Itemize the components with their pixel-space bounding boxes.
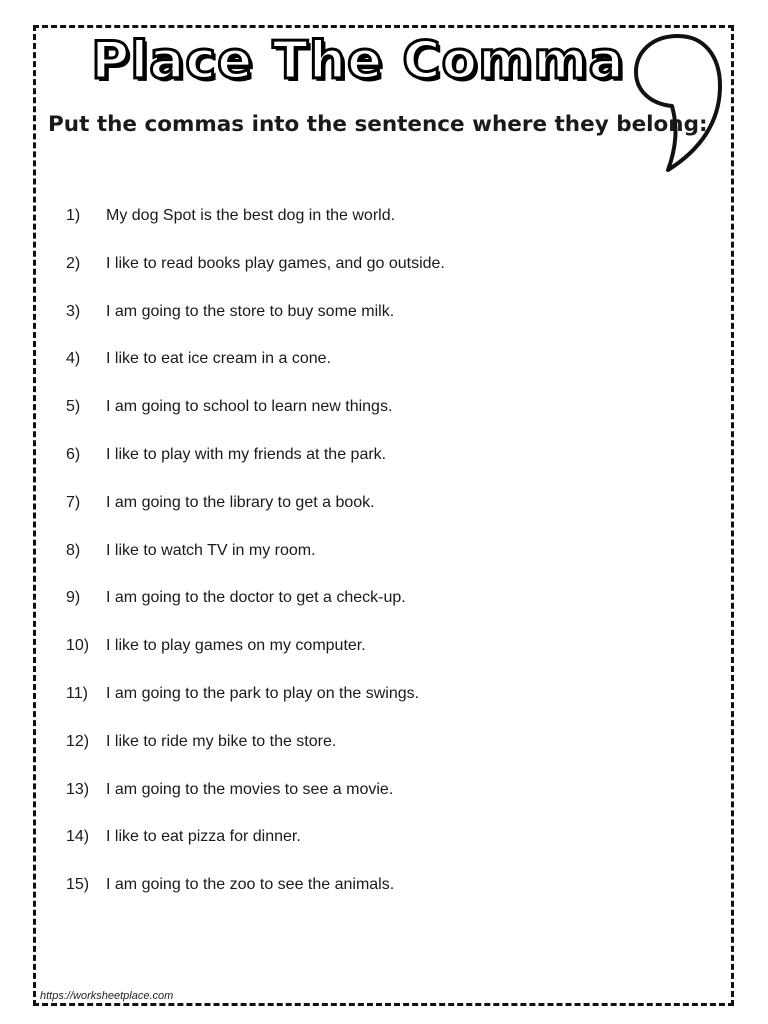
list-item: [66, 873, 445, 921]
list-item: [66, 252, 445, 300]
item-number: 8): [66, 541, 81, 559]
list-item: [66, 730, 445, 778]
list-item: [66, 443, 445, 491]
item-sentence: I am going to school to learn new things.: [106, 398, 393, 416]
item-number: 15): [66, 876, 90, 894]
item-number: 11): [66, 684, 88, 702]
item-number: 2): [66, 254, 81, 272]
list-item: [66, 395, 445, 443]
list-item: [66, 539, 445, 587]
item-number: 10): [66, 637, 90, 655]
item-sentence: My dog Spot is the best dog in the world.: [106, 207, 396, 224]
instructions: Put the commas into the sentence where they belong:: [48, 112, 708, 137]
item-sentence: I like to read books play games, and go outside.: [106, 254, 445, 272]
item-number: 12): [66, 732, 90, 750]
item-number: 3): [66, 302, 81, 320]
list-item: [66, 825, 445, 873]
list-item: [66, 586, 445, 634]
item-sentence: I am going to the library to get a book.: [106, 493, 375, 511]
list-item: [66, 634, 445, 682]
item-number: 7): [66, 493, 81, 511]
item-number: 14): [66, 828, 90, 846]
page-title: Place The Comma: [91, 31, 625, 91]
sentence-list: [66, 204, 445, 921]
item-sentence: I like to play games on my computer.: [106, 637, 366, 655]
list-item: [66, 347, 445, 395]
item-sentence: I am going to the zoo to see the animals.: [106, 876, 395, 894]
item-number: 5): [66, 398, 81, 416]
list-item: [66, 778, 445, 826]
item-number: 4): [66, 350, 81, 368]
item-sentence: I like to eat ice cream in a cone.: [106, 350, 331, 368]
item-sentence: I am going to the store to buy some milk.: [106, 302, 395, 320]
list-item: [66, 682, 445, 730]
item-sentence: I am going to the doctor to get a check-up.: [106, 589, 406, 607]
source-url: https://worksheetplace.com: [40, 990, 174, 1002]
item-sentence: I like to play with my friends at the park.: [106, 445, 387, 463]
item-sentence: I like to ride my bike to the store.: [106, 732, 337, 750]
item-sentence: I like to eat pizza for dinner.: [106, 828, 301, 846]
item-number: 13): [66, 780, 90, 798]
list-item: [66, 204, 445, 252]
list-item: [66, 300, 445, 348]
item-sentence: I am going to the movies to see a movie.: [106, 780, 394, 798]
item-sentence: I like to watch TV in my room.: [106, 541, 316, 559]
item-number: 9): [66, 589, 81, 607]
comma-icon: [630, 30, 725, 175]
item-number: 6): [66, 445, 81, 463]
item-number: 1): [66, 207, 81, 224]
list-item: [66, 491, 445, 539]
item-sentence: I am going to the park to play on the swings.: [106, 684, 420, 702]
